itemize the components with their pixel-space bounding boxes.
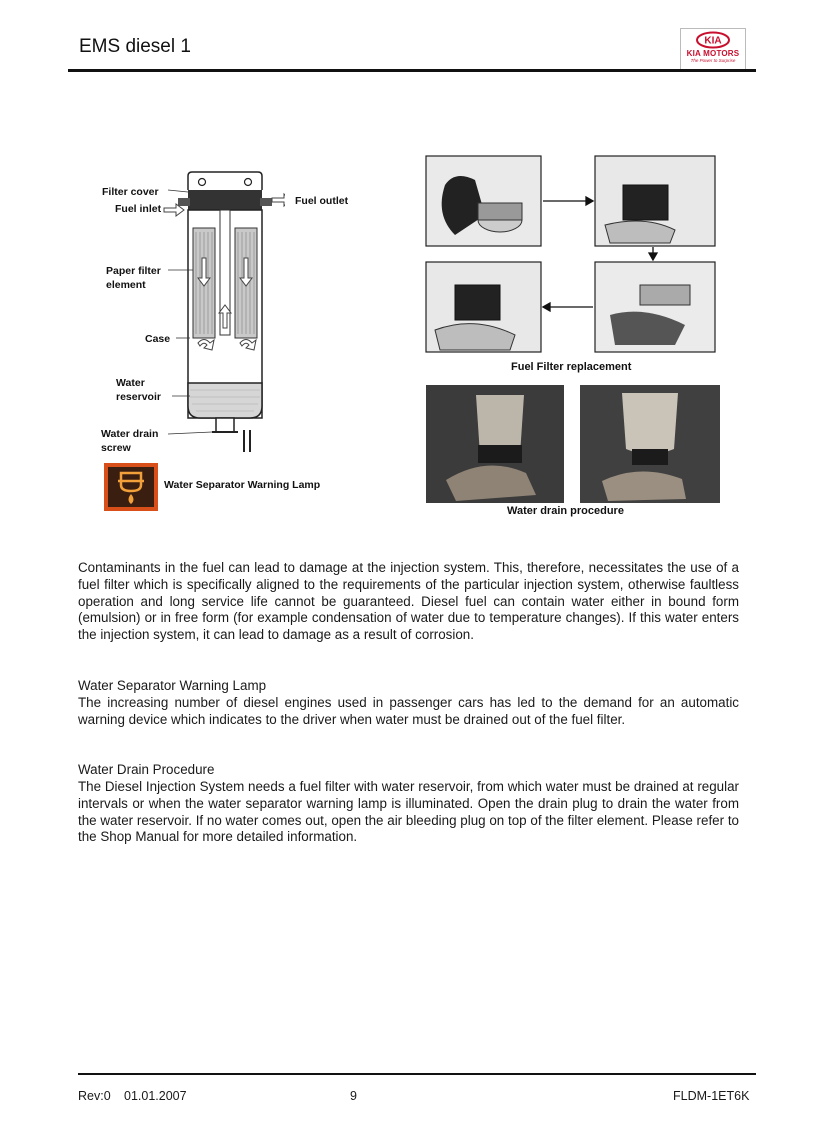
footer-divider (78, 1073, 756, 1075)
kia-motors-logo (680, 28, 746, 70)
water-drain-photos (426, 385, 720, 503)
fuel-filter-replacement-steps (425, 155, 720, 355)
label-reservoir: reservoir (116, 391, 161, 403)
header-divider (68, 69, 756, 72)
logo-brand: KIA MOTORS (686, 49, 740, 58)
footer-rev: Rev:0 (78, 1089, 111, 1103)
warning-lamp-paragraph: The increasing number of diesel engines used in passenger cars has led to the demand for an automatic warning device which indicates to the driver when water must be drained out of the fuel filter. (78, 695, 739, 727)
intro-paragraph: Contaminants in the fuel can lead to damage at the injection system. This, therefore, necessitates the use of a fuel filter which is specifically aligned to the requirements of the particular injection system, otherwise faultless operation and long service life cannot be guaranteed. Diesel fuel can contain water either in bound form (emulsion) or in free form (for example condensation of water due to temperature changes). If this water enters the injection system, it can lead to damage as a result of corrosion. (78, 560, 739, 643)
label-paper-filter: Paper filter (106, 265, 161, 277)
document-code: FLDM-1ET6K (673, 1089, 750, 1103)
water-separator-warning-lamp-icon (104, 463, 158, 511)
svg-text:KIA: KIA (704, 35, 722, 47)
label-filter-cover: Filter cover (102, 186, 159, 198)
label-water: Water (116, 377, 145, 389)
label-fuel-inlet: Fuel inlet (115, 203, 162, 215)
caption-water-drain-procedure: Water drain procedure (507, 505, 624, 517)
page-title: EMS diesel 1 (79, 36, 191, 57)
label-screw: screw (101, 442, 131, 454)
warning-lamp-heading: Water Separator Warning Lamp (78, 678, 267, 693)
footer-date: 01.01.2007 (124, 1089, 187, 1103)
logo-tagline: The Power to Surprise (690, 58, 736, 63)
kia-oval-icon (695, 31, 731, 49)
label-case: Case (145, 333, 171, 345)
warning-lamp-label: Water Separator Warning Lamp (164, 479, 321, 491)
fuel-filter-diagram (160, 168, 285, 458)
label-element: element (106, 279, 146, 291)
label-fuel-outlet: Fuel outlet (295, 195, 349, 207)
caption-fuel-filter-replacement: Fuel Filter replacement (511, 361, 632, 373)
water-drain-paragraph: The Diesel Injection System needs a fuel filter with water reservoir, from which water must be drained at regular intervals or when the water separator warning lamp is illuminated. Open the drain plug to drain the water from the water reservoir. If no water comes out, open the air bleeding plug on top of the filter element. Please refer to the Shop Manual for more detailed information. (78, 779, 739, 845)
water-drain-heading: Water Drain Procedure (78, 762, 215, 777)
label-water-drain: Water drain (101, 428, 159, 440)
page-number: 9 (350, 1089, 357, 1103)
